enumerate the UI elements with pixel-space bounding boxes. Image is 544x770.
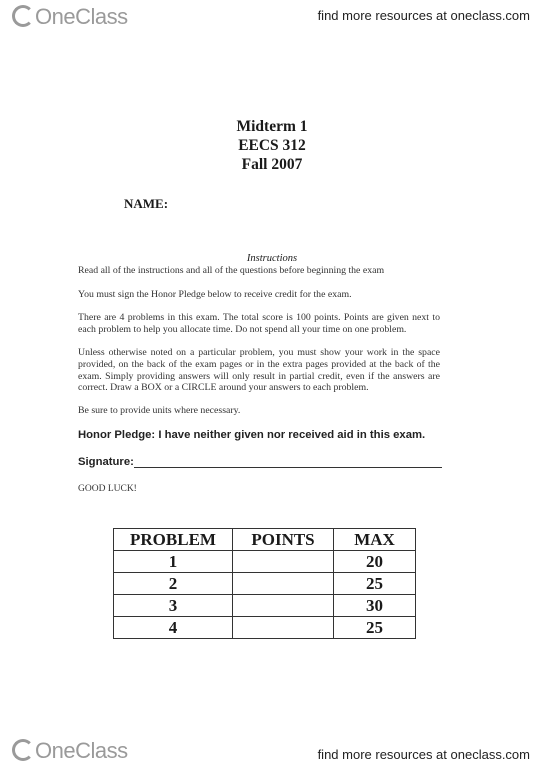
score-table-header-row [114,529,416,551]
oneclass-logo-icon [12,739,34,761]
instruction-paragraph: Read all of the instructions and all of the questions before beginning the exam [78,265,385,276]
table-row [114,595,416,617]
problem-number: 4 [114,617,233,639]
resources-link[interactable]: find more resources at oneclass.com [317,8,530,23]
name-label: NAME: [124,196,169,211]
logo-text: OneClass [35,4,128,29]
signature-line [134,467,442,468]
points-cell [233,617,334,639]
exam-title: Midterm 1 [236,118,308,135]
instructions-heading: Instructions [246,253,298,264]
exam-term: Fall 2007 [241,156,303,173]
points-cell [233,595,334,617]
instruction-paragraph: Unless otherwise noted on a particular problem, you must show your work in the space provided, on the back of the exam pages or in the extra pages provided at the back of the exam. Simply providing answers will only result in partial credit, even if the answers are correct. Draw a BOX or a CIRCLE around your answers to each problem. [78,347,440,394]
points-cell [233,551,334,573]
logo-text: OneClass [35,738,128,763]
score-table [113,528,416,639]
table-row [114,617,416,639]
header-problem: PROBLEM [114,529,233,551]
course-code: EECS 312 [238,137,306,154]
instruction-paragraph: There are 4 problems in this exam. The total score is 100 points. Points are given next to each problem to help you allocate time. Do not spend all your time on one problem. [78,312,440,335]
honor-pledge: Honor Pledge: I have neither given nor received aid in this exam. [78,429,426,441]
signature-label: Signature: [78,456,134,468]
max-points: 25 [334,617,416,639]
exam-title-block [0,117,544,174]
problem-number: 2 [114,573,233,595]
header-points: POINTS [233,529,334,551]
good-luck-text: GOOD LUCK! [78,484,137,494]
oneclass-logo[interactable] [12,4,128,30]
max-points: 25 [334,573,416,595]
instruction-paragraph: Be sure to provide units where necessary. [78,405,241,416]
points-cell [233,573,334,595]
oneclass-logo-icon [12,5,34,27]
problem-number: 1 [114,551,233,573]
problem-number: 3 [114,595,233,617]
table-row [114,573,416,595]
max-points: 30 [334,595,416,617]
resources-link[interactable]: find more resources at oneclass.com [317,747,530,762]
header-max: MAX [334,529,416,551]
table-row [114,551,416,573]
instruction-paragraph: You must sign the Honor Pledge below to receive credit for the exam. [78,289,352,300]
oneclass-logo[interactable] [12,738,128,764]
max-points: 20 [334,551,416,573]
